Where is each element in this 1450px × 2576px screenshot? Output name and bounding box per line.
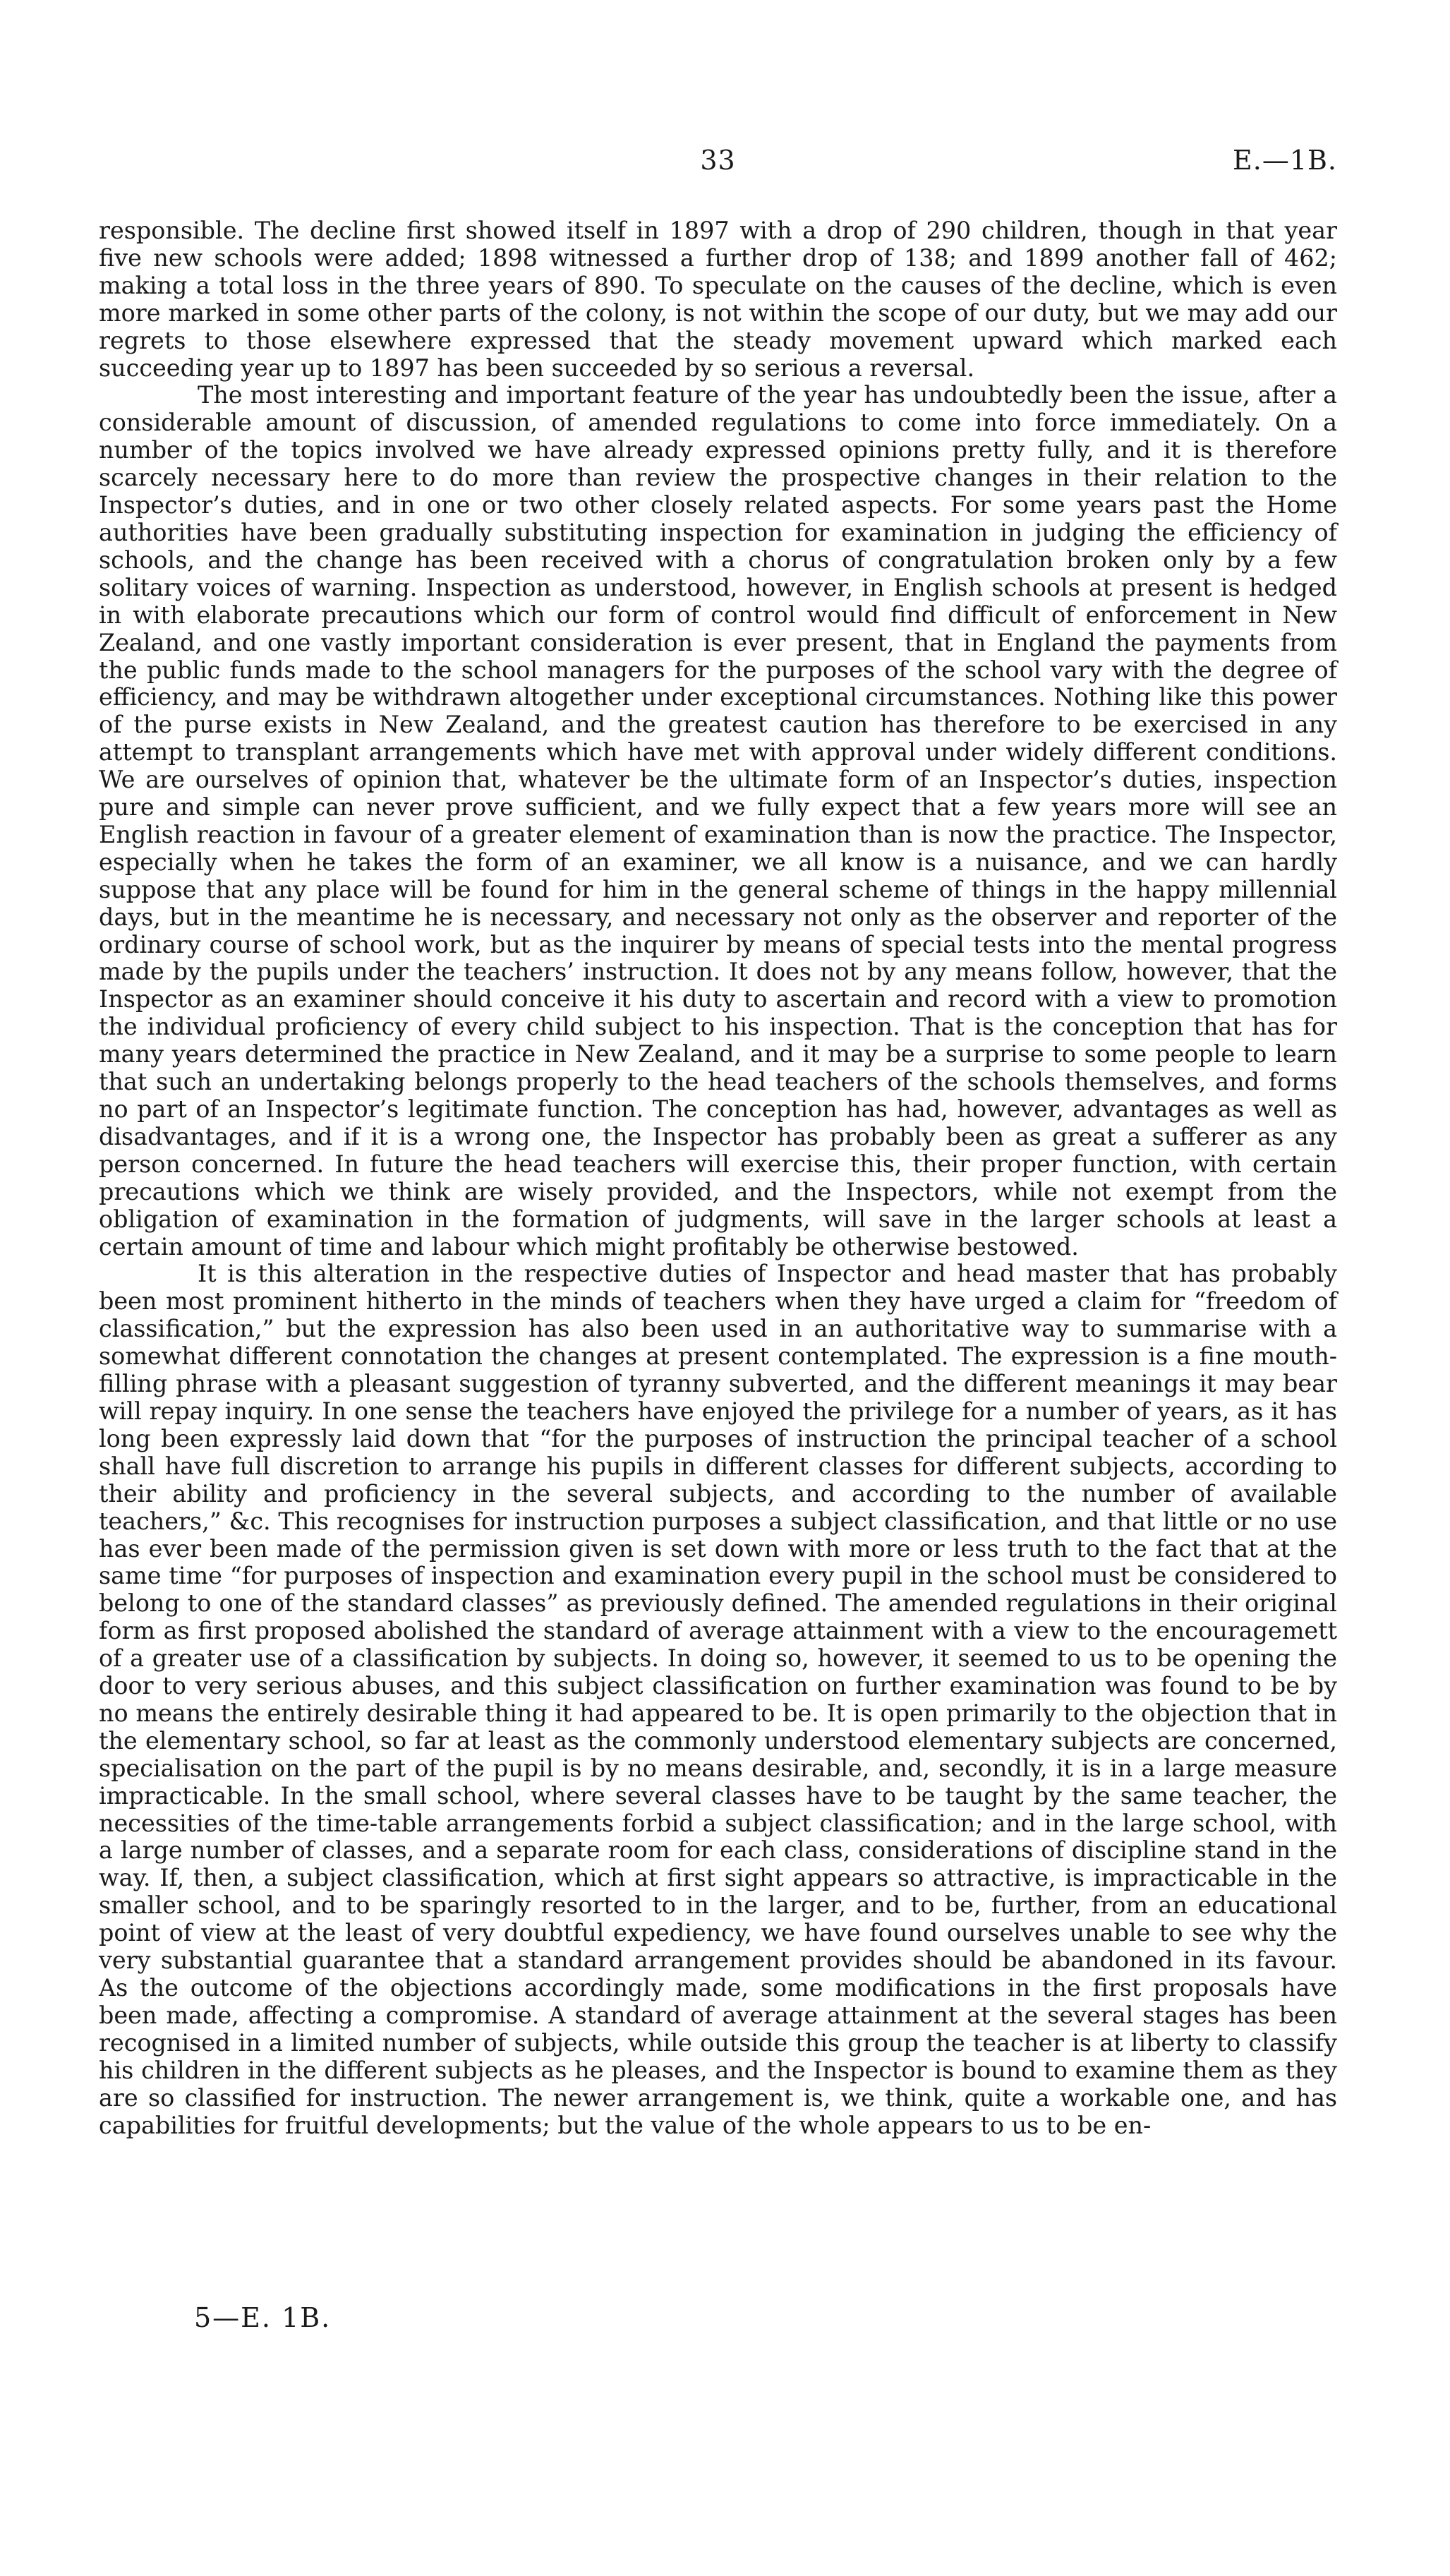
paragraph-continuation: responsible. The decline first showed itself in 1897 with a drop of 290 children, though in that year five new schools were added; 1898 witnessed a further drop of 138; and 1899 another fall of 462; making a total loss in the three years of 890. To speculate on the causes of the decline, which is even more marked in some other parts of the colony, is not within the scope of our duty, but we may add our regrets to those elsewhere expressed that the steady movement upward which marked each succeeding year up to 1897 has been succeeded by so serious a reversal. [99, 217, 1337, 382]
page-header [99, 145, 1337, 187]
page-number: 33 [700, 145, 736, 176]
document-reference: E.—1B. [1233, 145, 1337, 176]
paragraph-amended-regulations: The most interesting and important feature of the year has undoubtedly been the issue, after a considerable amount of discussion, of amended regulations to come into force immediately. On a number of the topics involved we have already expressed opinions pretty fully, and it is therefore scarcely necessary here to do more than review the prospective changes in their relation to the Inspector’s duties, and in one or two other closely related aspects. For some years past the Home authorities have been gradually substituting inspection for examination in judging the efficiency of schools, and the change has been received with a chorus of congratulation broken only by a few solitary voices of warning. Inspection as understood, however, in English schools at present is hedged in with elaborate precautions which our form of control would find difficult of enforcement in New Zealand, and one vastly important consideration is ever present, that in England the payments from the public funds made to the school managers for the purposes of the school vary with the degree of efficiency, and may be withdrawn altogether under exceptional circumstances. Nothing like this power of the purse exists in New Zealand, and the greatest caution has therefore to be exercised in any attempt to transplant arrangements which have met with approval under widely different conditions. We are ourselves of opinion that, whatever be the ultimate form of an Inspector’s duties, inspection pure and simple can never prove sufficient, and we fully expect that a few years more will see an English reaction in favour of a greater element of examination than is now the practice. The Inspector, especially when he takes the form of an examiner, we all know is a nuisance, and we can hardly suppose that any place will be found for him in the general scheme of things in the happy millennial days, but in the meantime he is necessary, and necessary not only as the observer and reporter of the ordinary course of school work, but as the inquirer by means of special tests into the mental progress made by the pupils under the teachers’ instruction. It does not by any means follow, however, that the Inspector as an examiner should conceive it his duty to ascertain and record with a view to promotion the individual proficiency of every child subject to his inspection. That is the conception that has for many years determined the practice in New Zealand, and it may be a surprise to some people to learn that such an undertaking belongs properly to the head teachers of the schools themselves, and forms no part of an Inspector’s legitimate function. The conception has had, however, advantages as well as disadvantages, and if it is a wrong one, the Inspector has probably been as great a sufferer as any person concerned. In future the head teachers will exercise this, their proper function, with certain precautions which we think are wisely provided, and the Inspectors, while not exempt from the obligation of examination in the formation of judgments, will save in the larger schools at least a certain amount of time and labour which might profitably be otherwise bestowed. [99, 381, 1337, 1260]
footer-signature: 5—E. 1B. [194, 2302, 332, 2333]
paragraph-freedom-of-classification: It is this alteration in the respective duties of Inspector and head master that has probably been most prominent hitherto in the minds of teachers when they have urged a claim for “freedom of classification,” but the expression has also been used in an authoritative way to summarise with a somewhat different connotation the changes at present contemplated. The expression is a fine mouth-filling phrase with a pleasant suggestion of tyranny subverted, and the different meanings it may bear will repay inquiry. In one sense the teachers have enjoyed the privilege for a number of years, as it has long been expressly laid down that “for the purposes of instruction the principal teacher of a school shall have full discretion to arrange his pupils in different classes for different subjects, according to their ability and proficiency in the several subjects, and according to the number of available teachers,” &c. This recognises for instruction purposes a subject classification, and that little or no use has ever been made of the permission given is set down with more or less truth to the fact that at the same time “for purposes of inspection and examination every pupil in the school must be considered to belong to one of the standard classes” as previously defined. The amended regulations in their original form as first proposed abolished the standard of average attainment with a view to the encouragemett of a greater use of a classification by subjects. In doing so, however, it seemed to us to be opening the door to very serious abuses, and this subject classification on further examination was found to be by no means the entirely desirable thing it had appeared to be. It is open primarily to the objection that in the elementary school, so far at least as the commonly understood elementary subjects are concerned, specialisation on the part of the pupil is by no means desirable, and, secondly, it is in a large measure impracticable. In the small school, where several classes have to be taught by the same teacher, the necessities of the time-table arrangements forbid a subject classification; and in the large school, with a large number of classes, and a separate room for each class, considerations of discipline stand in the way. If, then, a subject classification, which at first sight appears so attractive, is impracticable in the smaller school, and to be sparingly resorted to in the larger, and to be, further, from an educational point of view at the least of very doubtful expediency, we have found ourselves unable to see why the very substantial guarantee that a standard arrangement provides should be abandoned in its favour. As the outcome of the objections accordingly made, some modifications in the first proposals have been made, affecting a compromise. A standard of average attainment at the several stages has been recognised in a limited number of subjects, while outside this group the teacher is at liberty to classify his children in the different subjects as he pleases, and the Inspector is bound to examine them as they are so classified for instruction. The newer arrangement is, we think, quite a workable one, and has capabilities for fruitful developments; but the value of the whole appears to us to be en- [99, 1260, 1337, 2139]
body-text [99, 217, 1337, 2139]
